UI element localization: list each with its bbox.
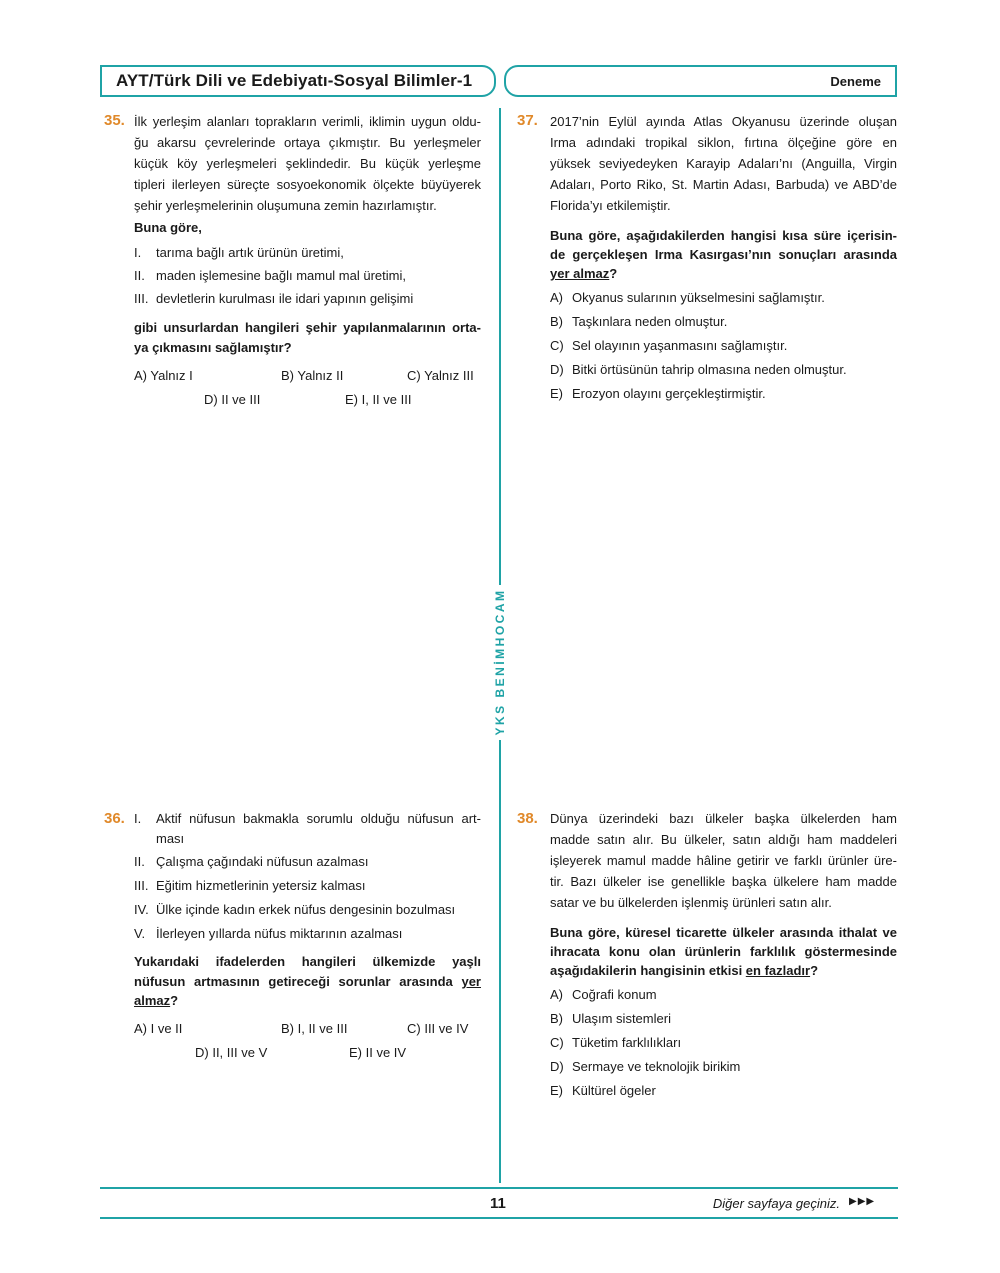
q35-item: II. maden işlemesine bağlı mamul mal üretimi, bbox=[134, 268, 406, 283]
q37-line-2: Irma adındaki tropikal siklon, fırtına ölçeğine göre en bbox=[550, 135, 897, 150]
q37-question-line-2: de gerçekleşen Irma Kasırgası’nın sonuçları arasında bbox=[550, 247, 897, 262]
exam-title: AYT/Türk Dili ve Edebiyatı-Sosyal Bilimler-1 bbox=[116, 71, 473, 90]
q37-line-4: Adaları, Porto Riko, St. Martin Adası, Barbuda) ve ABD’de bbox=[550, 177, 897, 192]
q38-line-3: işleyerek mamul madde hâline getirir ve farklı ürünler üre- bbox=[550, 853, 897, 868]
q36-option-c[interactable]: C) III ve IV bbox=[407, 1021, 469, 1036]
question-number-36: 36. bbox=[104, 810, 125, 827]
q37-option-b[interactable]: B) Taşkınlara neden olmuştur. bbox=[550, 314, 728, 329]
q35-item: I. tarıma bağlı artık ürünün üretimi, bbox=[134, 245, 344, 260]
q35-line-3: küçük köy yerleşmeleri şeklindedir. Bu küçük yerleşme bbox=[134, 156, 481, 171]
header-title-box bbox=[100, 65, 496, 97]
q36-option-d[interactable]: D) II, III ve V bbox=[195, 1045, 268, 1060]
q37-option-a[interactable]: A) Okyanus sularının yükselmesini sağlamıştır. bbox=[550, 290, 825, 305]
q37-option-c[interactable]: C) Sel olayının yaşanmasını sağlamıştır. bbox=[550, 338, 788, 353]
q36-item: IV. Ülke içinde kadın erkek nüfus dengesinin bozulması bbox=[134, 902, 456, 917]
q35-line-5: şehir yerleşmelerinin oluşumuna zemin hazırlamıştır. bbox=[134, 198, 437, 213]
q35-option-b[interactable]: B) Yalnız II bbox=[281, 368, 344, 383]
q35-question-line-1: gibi unsurlardan hangileri şehir yapılanmalarının orta- bbox=[134, 320, 481, 335]
q35-option-e[interactable]: E) I, II ve III bbox=[345, 392, 412, 407]
q37-option-d[interactable]: D) Bitki örtüsünün tahrip olmasına neden olmuştur. bbox=[550, 362, 847, 377]
q38-question-line-2: ihracata konu olan ürünlerin farklılık göstermesinde bbox=[550, 944, 897, 959]
question-number-37: 37. bbox=[517, 112, 538, 129]
q36-option-a[interactable]: A) I ve II bbox=[134, 1021, 183, 1036]
q38-question-line-1: Buna göre, küresel ticarette ülkeler arasında ithalat ve bbox=[550, 925, 897, 940]
q35-option-d[interactable]: D) II ve III bbox=[204, 392, 261, 407]
q36-option-b[interactable]: B) I, II ve III bbox=[281, 1021, 348, 1036]
q35-item: III. devletlerin kurulması ile idari yapının gelişimi bbox=[134, 291, 414, 306]
q35-line-4: tipleri ilerleyen süreçte sosyoekonomik ölçekte büyüyerek bbox=[134, 177, 481, 192]
page-number: 11 bbox=[490, 1195, 506, 1212]
q37-line-5: Florida’yı etkilemiştir. bbox=[550, 198, 671, 213]
q36-item: V. İlerleyen yıllarda nüfus miktarının azalması bbox=[134, 926, 403, 941]
q38-option-b[interactable]: B) Ulaşım sistemleri bbox=[550, 1011, 671, 1026]
q35-lead: Buna göre, bbox=[134, 220, 202, 235]
question-number-38: 38. bbox=[517, 810, 538, 827]
q38-option-a[interactable]: A) Coğrafi konum bbox=[550, 987, 657, 1002]
q38-option-e[interactable]: E) Kültürel ögeler bbox=[550, 1083, 656, 1098]
question-number-35: 35. bbox=[104, 112, 125, 129]
q38-line-4: tir. Bazı ülkeler ise genellikle başka ülkelere ham madde bbox=[550, 874, 897, 889]
q36-item-continuation: ması bbox=[156, 831, 185, 846]
q36-question-line-2: nüfusun artmasının getireceği sorunlar arasında yer bbox=[134, 974, 481, 989]
next-arrows-icon: ▶▶▶ bbox=[849, 1196, 876, 1207]
q35-option-c[interactable]: C) Yalnız III bbox=[407, 368, 474, 383]
q37-line-3: yüksek seviyedeyken Karayip Adaları’nı (Anguilla, Virgin bbox=[550, 156, 897, 171]
q38-option-c[interactable]: C) Tüketim farklılıkları bbox=[550, 1035, 682, 1050]
footer-bottom-rule bbox=[100, 1217, 898, 1219]
q37-line-1: 2017’nin Eylül ayında Atlas Okyanusu üzerinde oluşan bbox=[550, 114, 897, 129]
q36-question-line-3: almaz? bbox=[134, 993, 179, 1008]
q37-option-e[interactable]: E) Erozyon olayını gerçekleştirmiştir. bbox=[550, 386, 766, 401]
q36-item: I. Aktif nüfusun bakmakla sorumlu olduğu nüfusun art- bbox=[134, 811, 481, 826]
q35-question-line-2: ya çıkmasını sağlamıştır? bbox=[134, 340, 292, 355]
q36-item: II. Çalışma çağındaki nüfusun azalması bbox=[134, 854, 369, 869]
q35-line-2: ğu akarsu çevrelerinde ortaya çıkmıştır. Bu yerleşmeler bbox=[134, 135, 481, 150]
q37-question-line-3: yer almaz? bbox=[550, 266, 618, 281]
footer-top-rule bbox=[100, 1187, 898, 1189]
q36-question-line-1: Yukarıdaki ifadelerden hangileri ülkemizde yaşlı bbox=[134, 954, 481, 969]
q36-item: III. Eğitim hizmetlerinin yetersiz kalması bbox=[134, 878, 366, 893]
exam-type-label: Deneme bbox=[830, 74, 881, 89]
header-label-box bbox=[504, 65, 897, 97]
q35-option-a[interactable]: A) Yalnız I bbox=[134, 368, 193, 383]
q38-option-d[interactable]: D) Sermaye ve teknolojik birikim bbox=[550, 1059, 741, 1074]
q38-line-2: madde satın alır. Bu ülkeler, satın aldığı ham maddeleri bbox=[550, 832, 897, 847]
next-page-text: Diğer sayfaya geçiniz. bbox=[712, 1196, 840, 1211]
brand-watermark: YKS BENİMHOCAM bbox=[493, 588, 507, 736]
q35-line-1: İlk yerleşim alanları toprakların verimli, iklimin uygun oldu- bbox=[134, 114, 481, 129]
q36-option-e[interactable]: E) II ve IV bbox=[349, 1045, 407, 1060]
q38-line-5: satar ve bu ülkelerden işlenmiş ürünleri satın alır. bbox=[550, 895, 832, 910]
q37-question-line-1: Buna göre, aşağıdakilerden hangisi kısa süre içerisin- bbox=[550, 228, 897, 243]
q38-line-1: Dünya üzerindeki bazı ülkeler başka ülkelerden ham bbox=[550, 811, 897, 826]
q38-question-line-3: aşağıdakilerin hangisinin etkisi en fazladır? bbox=[550, 963, 819, 978]
